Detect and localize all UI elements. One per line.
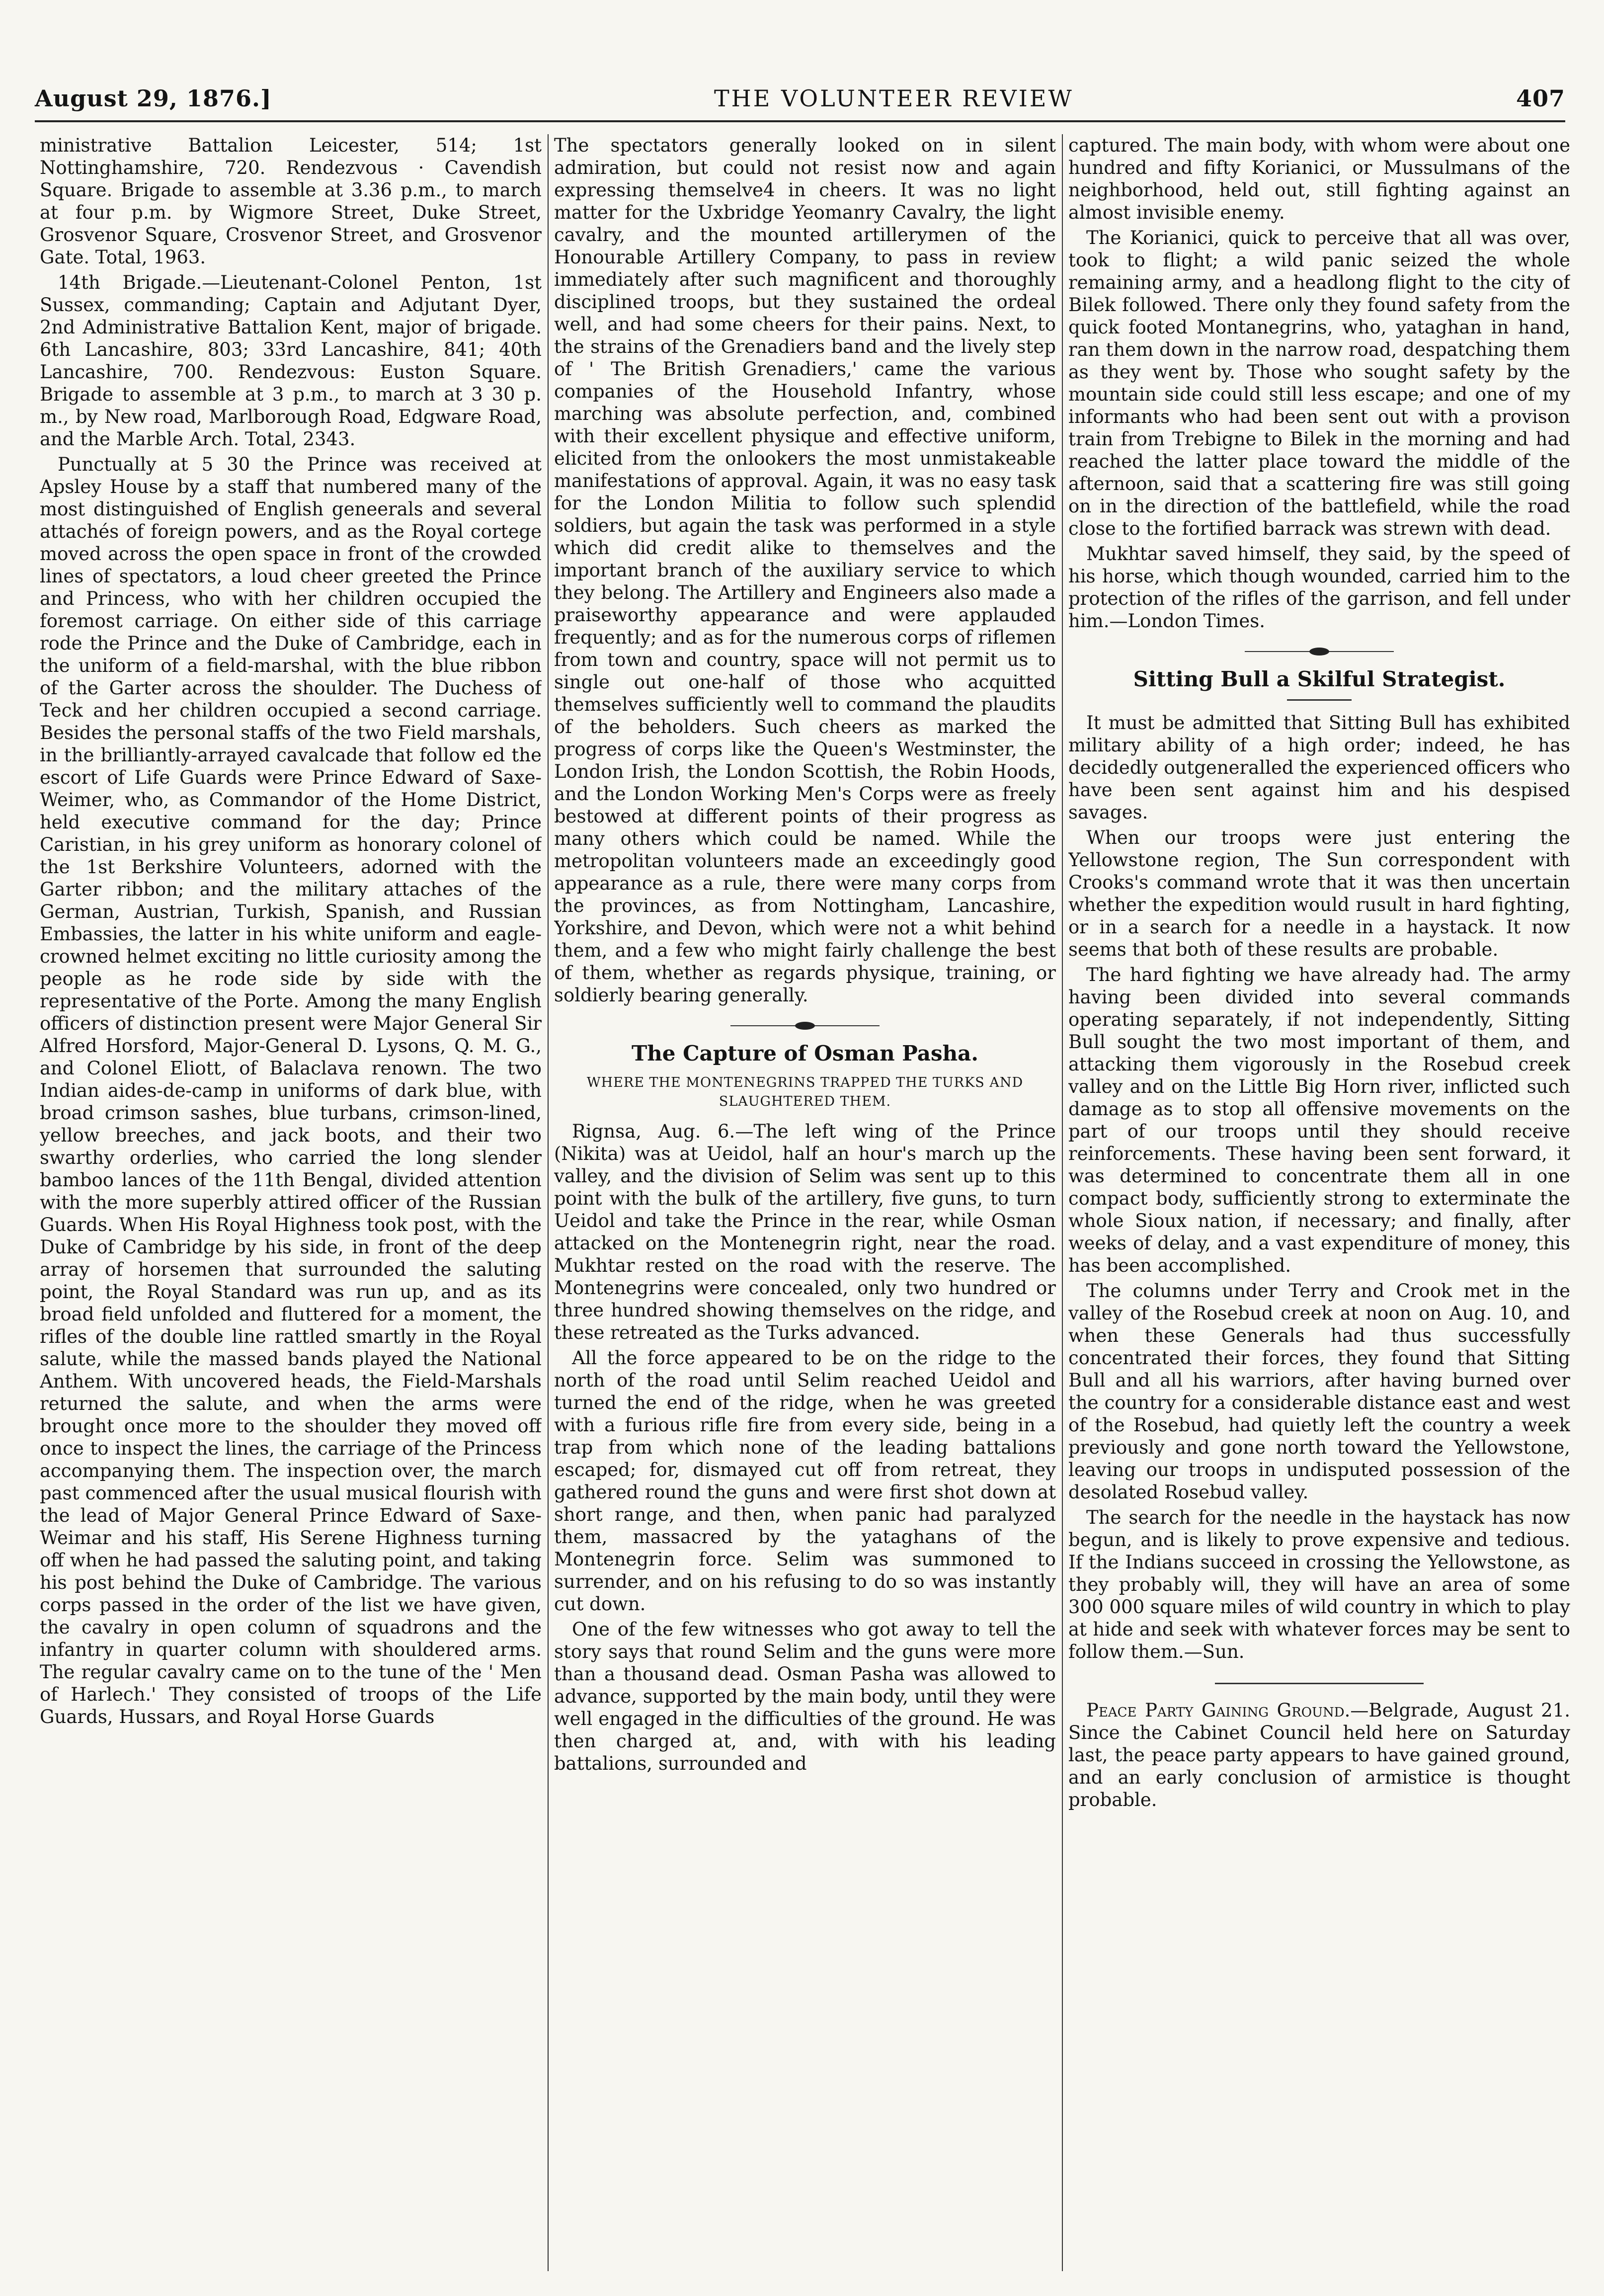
paragraph: The search for the needle in the haystack has now begun, and is likely to prove expensive and tedious. If the Indians succeed in crossing the Yellowstone, as they probably will, they will have an area of some 300 000 square miles of wild country in which to play at hide and seek with whatever forces may be sent to follow them.—Sun. [1068, 1507, 1570, 1662]
section-divider [730, 1025, 880, 1026]
page-header [35, 79, 1565, 118]
paragraph: The columns under Terry and Crook met in the valley of the Rosebud creek at noon on Aug. 10, and when these Generals had thus successfully concentrated their forces, they found that Sitting Bull and all his warriors, after having burned over the country for a considerable distance east and west of the Rosebud, had quietly left the country a week previously and gone north toward the Yellowstone, leaving our troops in undisputed possession of the desolated Rosebud valley. [1068, 1280, 1570, 1503]
news-item-peace-party [1068, 1699, 1570, 1811]
paragraph: The hard fighting we have already had. The army having been divided into several commands operating separately, if not independently, Sitting Bull sought the two most important of them, and attacking them vigorously in the Rosebud creek valley and on the Little Big Horn river, inflicted such damage as to stop all offensive movements on the part of our troops until they should receive reinforcements. These having been sent forward, it was determined to concentrate them all in one compact body, sufficiently strong to exterminate the whole Sioux nation, if necessary; and finally, after weeks of delay, and a vast expenditure of money, this has been accomplished. [1068, 964, 1570, 1276]
page-number: 407 [1516, 85, 1565, 112]
article-title-osman-pasha: The Capture of Osman Pasha. [632, 1041, 978, 1066]
column-1 [40, 134, 542, 2271]
column-3 [1068, 134, 1570, 2271]
paragraph: Mukhtar saved himself, they said, by the speed of his horse, which though wounded, carried him to the protection of the rifles of the garrison, and fell under him.—London Times. [1068, 543, 1570, 632]
paragraph: One of the few witnesses who got away to tell the story says that round Selim and the guns were more than a thousand dead. Osman Pasha was allowed to advance, supported by the main body, until they were well engaged in the difficulties of the ground. He was then charged at, and, with with his leading battalions, surrounded and [554, 1619, 1056, 1774]
paragraph: The Korianici, quick to perceive that all was over, took to flight; a wild panic seized the whole remaining army, and a headlong flight to the city of Bilek followed. There only they found safety from the quick footed Montanegrins, who, yataghan in hand, ran them down in the narrow road, despatching them as they went by. Those who sought safety by the mountain side could still less escape; and one of my informants who had been sent out with a provison train from Trebigne to Bilek in the morning and had reached the latter place toward the middle of the afternoon, said that a scattering fire was still going on in the direction of the battlefield, while the road close to the fortified barrack was strewn with dead. [1068, 227, 1570, 539]
publication-title: THE VOLUNTEER REVIEW [714, 85, 1074, 112]
paragraph: The spectators generally looked on in silent admiration, but could not resist now and again expressing themselve4 in cheers. It was no light matter for the Uxbridge Yeomanry Cavalry, the light cavalry, and the mounted artillerymen of the Honourable Artillery Company, to pass in review immediately after such magnificent and thoroughly disciplined troops, but they sustained the ordeal well, and had some cheers for their pains. Next, to the strains of the Grenadiers band and the lively step of ' The British Grenadiers,' came the various companies of the Household Infantry, whose marching was absolute perfection, and, combined with their excellent physique and effective uniform, elicited from the onlookers the most unmistakeable manifestations of approval. Again, it was no easy task for the London Militia to follow such splendid soldiers, but again the task was performed in a style which did credit alike to themselves and the important branch of the auxiliary service to which they belong. The Artillery and Engineers also made a praiseworthy appearance and were applauded frequently; and as for the numerous corps of riflemen from town and country, space will not permit us to single out one-half of those who acquitted themselves sufficiently well to command the plaudits of the beholders. Such cheers as marked the progress of corps like the Queen's Westminster, the London Irish, the London Scottish, the Robin Hoods, and the London Working Men's Corps were as freely bestowed at different points of their progress as many others which could be named. While the metropolitan volunteers made an exceedingly good appearance as a rule, there were many corps from the provinces, as from Nottingham, Lancashire, Yorkshire, and Devon, which were not a whit behind them, and a few who might fairly challenge the best of them, whether as regards physique, training, or soldierly bearing generally. [554, 135, 1056, 1006]
header-rule [35, 120, 1565, 122]
news-item-text: —Belgrade, August 21. Since the Cabinet Council held here on Saturday last, the peace party appears to have gained ground, and an early conclusion of armistice is thought probable. [1068, 1700, 1570, 1810]
paragraph: ministrative Battalion Leicester, 514; 1st Nottinghamshire, 720. Rendezvous · Cavendish Square. Brigade to assemble at 3.36 p.m., to march at four p.m. by Wigmore Street, Duke Street, Grosvenor Square, Crosvenor Street, and Grosvenor Gate. Total, 1963. [40, 135, 542, 268]
paragraph: When our troops were just entering the Yellowstone region, The Sun correspondent with Crooks's command wrote that it was then uncertain whether the expedition would rusult in hard fighting, or in a search for a needle in a haystack. It now seems that both of these results are probable. [1068, 827, 1570, 960]
news-item-lead: Peace Party Gaining Ground. [1086, 1700, 1351, 1721]
paragraph: It must be admitted that Sitting Bull has exhibited military ability of a high order; indeed, he has decidedly outgeneralled the experienced officers who have been sent against him and his despised savages. [1068, 712, 1570, 823]
paragraph: 14th Brigade.—Lieutenant-Colonel Penton, 1st Sussex, commanding; Captain and Adjutant Dyer, 2nd Administrative Battalion Kent, major of brigade. 6th Lancashire, 803; 33rd Lancashire, 841; 40th Lancashire, 700. Rendezvous: Euston Square. Brigade to assemble at 3 p.m., to march at 3 30 p. m., by New road, Marlborough Road, Edgware Road, and the Marble Arch. Total, 2343. [40, 272, 542, 450]
issue-date: August 29, 1876.] [35, 85, 272, 112]
article-subtitle: WHERE THE MONTENEGRINS TRAPPED THE TURKS AND SLAUGHTERED THEM. [586, 1075, 1024, 1109]
paragraph: captured. The main body, with whom were about one hundred and fifty Korianici, or Mussulmans of the neighborhood, held out, still fighting against an almost invisible enemy. [1068, 135, 1570, 223]
section-rule [1215, 1683, 1424, 1684]
column-2 [554, 134, 1056, 2271]
column-rule-2 [1062, 134, 1063, 2271]
paragraph: Punctually at 5 30 the Prince was received at Apsley House by a staff that numbered many of the most distinguished of English geneerals and several attachés of foreign powers, and as the Royal cortege moved across the open space in front of the crowded lines of spectators, a loud cheer greeted the Prince and Princess, who with her children occupied the foremost carriage. On either side of this carriage rode the Prince and the Duke of Cambridge, each in the uniform of a field-marshal, with the blue ribbon of the Garter across the shoulder. The Duchess of Teck and her children occupied a second carriage. Besides the personal staffs of the two Field marshals, in the brilliantly-arrayed cavalcade that follow ed the escort of Life Guards were Prince Edward of Saxe-Weimer, who, as Commandor of the Home District, held executive command for the day; Prince Caristian, in his grey uniform as honorary colonel of the 1st Berkshire Volunteers, adorned with the Garter ribbon; and the military attaches of the German, Austrian, Turkish, Spanish, and Russian Embassies, the latter in his white uniform and eagle-crowned helmet exciting no little curiosity among the people as he rode side by side with the representative of the Porte. Among the many English officers of distinction present were Major General Sir Alfred Horsford, Major-General D. Lysons, Q. M. G., and Colonel Eliott, of Balaclava renown. The two Indian aides-de-camp in uniforms of dark blue, with broad crimson sashes, blue turbans, crimson-lined, yellow breeches, and jack boots, and their two swarthy orderlies, who carried the long slender bamboo lances of the 11th Bengal, divided attention with the more superbly attired officer of the Russian Guards. When His Royal Highness took post, with the Duke of Cambridge by his side, in front of the deep array of horsemen that surrounded the saluting point, the Royal Standard was run up, and as its broad field unfolded and fluttered for a moment, the rifles of the double line rattled smartly in the Royal salute, while the massed bands played the National Anthem. With uncovered heads, the Field-Marshals returned the salute, and when the arms were brought once more to the shoulder they moved off once to inspect the lines, the carriage of the Princess accompanying them. The inspection over, the march past commenced after the usual musical flourish with the lead of Major General Prince Edward of Saxe-Weimar and his staff, His Serene Highness turning off when he had passed the saluting point, and taking his post behind the Duke of Cambridge. The various corps passed in the order of the list we have given, the cavalry in open column of squadrons and the infantry in quarter column with shouldered arms. The regular cavalry came on to the tune of the ' Men of Harlech.' They consisted of troops of the Life Guards, Hussars, and Royal Horse Guards [40, 454, 542, 1727]
paragraph: All the force appeared to be on the ridge to the north of the road until Selim reached Ueidol and turned the end of the ridge, when he was greeted with a furious rifle fire from every side, being in a trap from which none of the leading battalions escaped; for, dismayed cut off from retreat, they gathered round the guns and were first shot down at short range, and then, when panic had paralyzed them, massacred by the yataghans of the Montenegrin force. Selim was summoned to surrender, and on his refusing to do so was instantly cut down. [554, 1347, 1056, 1615]
paragraph: Rignsa, Aug. 6.—The left wing of the Prince (Nikita) was at Ueidol, half an hour's march up the valley, and the division of Selim was sent up to this point with the bulk of the artillery, five guns, to turn Ueidol and take the Prince in the rear, while Osman attacked on the Montenegrin right, near the road. Mukhtar rested on the road with the reserve. The Montenegrins were concealed, only two hundred or three hundred showing themselves on the ridge, and these retreated as the Turks advanced. [554, 1121, 1056, 1343]
article-title-sitting-bull: Sitting Bull a Skilful Strategist. [1133, 667, 1506, 691]
section-divider [1245, 651, 1394, 652]
column-rule-1 [548, 134, 549, 2271]
title-rule [1287, 699, 1352, 701]
